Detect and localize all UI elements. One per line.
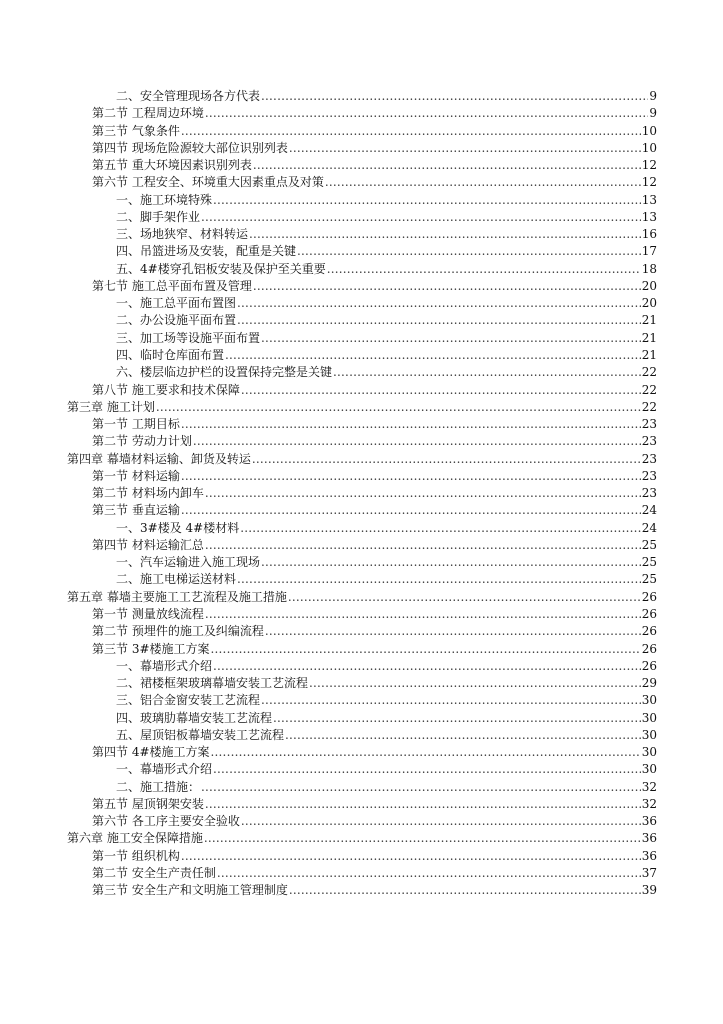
- toc-entry[interactable]: [0, 485, 723, 502]
- toc-entry[interactable]: [0, 88, 723, 105]
- toc-dot-leader: [181, 502, 641, 519]
- toc-dot-leader: [205, 606, 641, 623]
- toc-entry[interactable]: [0, 433, 723, 450]
- toc-entry-page-number: 32: [641, 779, 657, 794]
- toc-dot-leader: [333, 364, 641, 381]
- toc-entry-title: 第五节 屋顶钢架安装: [92, 796, 204, 811]
- toc-entry-title: 第二节 安全生产责任制: [92, 865, 216, 880]
- toc-entry-page-number: 20: [641, 278, 657, 293]
- toc-entry-page-number: 29: [641, 676, 657, 691]
- toc-entry-page-number: 39: [641, 883, 657, 898]
- toc-dot-leader: [181, 848, 641, 865]
- toc-dot-leader: [156, 399, 641, 416]
- toc-entry-title: 第三节 气象条件: [92, 123, 180, 138]
- toc-entry-title: 二、办公设施平面布置: [116, 313, 237, 328]
- toc-entry-page-number: 23: [641, 468, 657, 483]
- toc-dot-leader: [201, 209, 641, 226]
- toc-entry-page-number: 12: [641, 175, 657, 190]
- toc-entry-title: 三、铝合金窗安装工艺流程: [116, 693, 261, 708]
- toc-entry[interactable]: [0, 571, 723, 588]
- toc-entry[interactable]: [0, 192, 723, 209]
- toc-entry-title: 第三节 垂直运输: [92, 503, 180, 518]
- toc-entry[interactable]: [0, 606, 723, 623]
- toc-entry[interactable]: [0, 347, 723, 364]
- toc-entry-page-number: 17: [641, 244, 657, 259]
- toc-entry-page-number: 30: [641, 710, 657, 725]
- toc-entry-page-number: 23: [641, 417, 657, 432]
- toc-entry-title: 第四章 幕墙材料运输、卸货及转运: [67, 451, 251, 466]
- table-of-contents: [0, 88, 723, 899]
- toc-entry-title: 第二节 劳动力计划: [92, 434, 192, 449]
- toc-entry-title: 第一节 工期目标: [92, 417, 180, 432]
- toc-entry-page-number: 32: [641, 796, 657, 811]
- toc-dot-leader: [265, 623, 641, 640]
- toc-entry-page-number: 9: [649, 106, 657, 121]
- toc-entry-title: 第七节 施工总平面布置及管理: [92, 278, 252, 293]
- toc-entry-page-number: 26: [641, 641, 657, 656]
- toc-entry-title: 六、楼层临边护栏的设置保持完整是关键: [116, 365, 333, 380]
- toc-dot-leader: [237, 571, 641, 588]
- toc-dot-leader: [211, 641, 641, 658]
- toc-entry-title: 第二节 预埋件的施工及纠编流程: [92, 624, 264, 639]
- toc-entry-title: 一、幕墙形式介绍: [116, 762, 213, 777]
- toc-dot-leader: [181, 123, 641, 140]
- toc-dot-leader: [204, 830, 641, 847]
- toc-entry[interactable]: [0, 675, 723, 692]
- toc-dot-leader: [252, 451, 641, 468]
- toc-entry-page-number: 16: [641, 227, 657, 242]
- toc-dot-leader: [205, 537, 641, 554]
- toc-entry-page-number: 21: [641, 330, 657, 345]
- toc-dot-leader: [213, 192, 641, 209]
- toc-entry[interactable]: [0, 761, 723, 778]
- toc-entry[interactable]: [0, 520, 723, 537]
- toc-entry[interactable]: [0, 710, 723, 727]
- toc-entry-page-number: 21: [641, 347, 657, 362]
- toc-dot-leader: [241, 813, 641, 830]
- toc-entry[interactable]: [0, 261, 723, 278]
- toc-dot-leader: [205, 796, 641, 813]
- toc-entry-page-number: 36: [641, 831, 657, 846]
- toc-dot-leader: [205, 485, 641, 502]
- toc-entry-title: 第四节 现场危险源较大部位识别列表: [92, 140, 288, 155]
- toc-entry-page-number: 20: [641, 296, 657, 311]
- toc-entry[interactable]: [0, 468, 723, 485]
- toc-dot-leader: [211, 744, 641, 761]
- toc-entry-title: 四、临时仓库面布置: [116, 347, 225, 362]
- toc-entry-title: 四、吊篮进场及安装，配重是关键: [116, 244, 297, 259]
- toc-dot-leader: [253, 157, 641, 174]
- toc-entry-page-number: 36: [641, 848, 657, 863]
- toc-entry[interactable]: [0, 226, 723, 243]
- toc-entry[interactable]: [0, 364, 723, 381]
- toc-dot-leader: [285, 727, 641, 744]
- toc-entry[interactable]: [0, 174, 723, 191]
- toc-entry-page-number: 13: [641, 192, 657, 207]
- toc-entry[interactable]: [0, 813, 723, 830]
- toc-entry[interactable]: [0, 658, 723, 675]
- toc-entry-title: 第一节 测量放线流程: [92, 606, 204, 621]
- toc-entry-title: 第八节 施工要求和技术保障: [92, 382, 240, 397]
- toc-entry-page-number: 36: [641, 814, 657, 829]
- toc-entry-page-number: 21: [641, 313, 657, 328]
- toc-dot-leader: [261, 330, 641, 347]
- toc-entry-title: 第五章 幕墙主要施工工艺流程及施工措施: [67, 589, 287, 604]
- toc-entry-page-number: 25: [641, 572, 657, 587]
- toc-entry-page-number: 10: [641, 140, 657, 155]
- toc-entry-title: 五、4#楼穿孔铝板安装及保护至关重要: [116, 261, 326, 276]
- toc-dot-leader: [249, 226, 641, 243]
- toc-entry-title: 一、幕墙形式介绍: [116, 658, 213, 673]
- toc-entry-page-number: 26: [641, 589, 657, 604]
- toc-entry[interactable]: [0, 692, 723, 709]
- toc-dot-leader: [225, 347, 641, 364]
- toc-entry-title: 二、安全管理现场各方代表: [116, 89, 261, 103]
- toc-entry-page-number: 13: [641, 209, 657, 224]
- toc-entry-title: 第四节 材料运输汇总: [92, 537, 204, 552]
- toc-entry-page-number: 24: [641, 503, 657, 518]
- toc-entry-page-number: 24: [641, 520, 657, 535]
- toc-entry-title: 第六章 施工安全保障措施: [67, 831, 203, 846]
- toc-entry-title: 一、汽车运输进入施工现场: [116, 555, 261, 570]
- toc-entry-title: 第二节 工程周边环境: [92, 106, 204, 121]
- toc-entry[interactable]: [0, 382, 723, 399]
- toc-entry-title: 第六节 各工序主要安全验收: [92, 814, 240, 829]
- toc-entry[interactable]: [0, 882, 723, 899]
- toc-dot-leader: [217, 865, 641, 882]
- toc-entry-title: 第三章 施工计划: [67, 399, 155, 414]
- toc-dot-leader: [240, 520, 641, 537]
- toc-entry-page-number: 22: [641, 365, 657, 380]
- toc-dot-leader: [309, 675, 641, 692]
- toc-entry-page-number: 12: [641, 158, 657, 173]
- toc-entry[interactable]: [0, 105, 723, 122]
- toc-dot-leader: [193, 433, 641, 450]
- toc-dot-leader: [201, 779, 641, 796]
- toc-entry-page-number: 25: [641, 537, 657, 552]
- toc-entry-page-number: 30: [641, 745, 657, 760]
- toc-entry[interactable]: [0, 623, 723, 640]
- toc-entry[interactable]: [0, 796, 723, 813]
- toc-entry[interactable]: [0, 589, 723, 606]
- toc-entry[interactable]: [0, 502, 723, 519]
- toc-entry-title: 三、加工场等设施平面布置: [116, 330, 261, 345]
- toc-entry-title: 五、屋顶铝板幕墙安装工艺流程: [116, 727, 285, 742]
- toc-entry[interactable]: [0, 727, 723, 744]
- toc-dot-leader: [325, 174, 641, 191]
- toc-dot-leader: [253, 278, 641, 295]
- toc-entry-title: 第六节 工程安全、环境重大因素重点及对策: [92, 175, 324, 190]
- toc-entry-title: 三、场地狭窄、材料转运: [116, 227, 249, 242]
- toc-dot-leader: [273, 710, 641, 727]
- toc-entry-title: 二、施工电梯运送材料: [116, 572, 237, 587]
- toc-entry[interactable]: [0, 554, 723, 571]
- toc-entry-page-number: 18: [641, 261, 657, 276]
- toc-entry[interactable]: [0, 157, 723, 174]
- toc-entry-title: 第四节 4#楼施工方案: [92, 745, 210, 760]
- toc-dot-leader: [289, 882, 641, 899]
- toc-entry-title: 第三节 3#楼施工方案: [92, 641, 210, 656]
- toc-entry[interactable]: [0, 330, 723, 347]
- toc-entry-page-number: 23: [641, 451, 657, 466]
- toc-entry-title: 第五节 重大环境因素识别列表: [92, 158, 252, 173]
- toc-entry-title: 一、施工环境特殊: [116, 192, 213, 207]
- toc-dot-leader: [297, 243, 641, 260]
- toc-entry[interactable]: [0, 416, 723, 433]
- toc-dot-leader: [289, 140, 641, 157]
- toc-dot-leader: [213, 658, 641, 675]
- toc-entry-page-number: 10: [641, 123, 657, 138]
- toc-entry-page-number: 9: [649, 89, 657, 103]
- toc-entry-page-number: 30: [641, 693, 657, 708]
- toc-entry-page-number: 37: [641, 865, 657, 880]
- toc-entry-title: 第三节 安全生产和文明施工管理制度: [92, 883, 288, 898]
- toc-dot-leader: [261, 88, 648, 105]
- toc-entry-page-number: 30: [641, 762, 657, 777]
- toc-dot-leader: [261, 692, 641, 709]
- toc-entry-title: 二、裙楼框架玻璃幕墙安装工艺流程: [116, 676, 309, 691]
- toc-entry[interactable]: [0, 295, 723, 312]
- toc-dot-leader: [181, 468, 641, 485]
- toc-entry[interactable]: [0, 779, 723, 796]
- toc-dot-leader: [237, 295, 641, 312]
- toc-entry-page-number: 26: [641, 606, 657, 621]
- toc-entry-title: 第二节 材料场内卸车: [92, 486, 204, 501]
- toc-entry[interactable]: [0, 641, 723, 658]
- toc-entry-page-number: 26: [641, 658, 657, 673]
- toc-entry-title: 二、脚手架作业: [116, 209, 201, 224]
- toc-dot-leader: [213, 761, 641, 778]
- toc-entry[interactable]: [0, 278, 723, 295]
- toc-dot-leader: [205, 105, 649, 122]
- toc-dot-leader: [241, 382, 641, 399]
- toc-entry-page-number: 22: [641, 382, 657, 397]
- toc-dot-leader: [327, 261, 641, 278]
- toc-entry[interactable]: [0, 744, 723, 761]
- toc-entry[interactable]: [0, 830, 723, 847]
- toc-dot-leader: [181, 416, 641, 433]
- toc-entry-title: 四、玻璃肋幕墙安装工艺流程: [116, 710, 273, 725]
- toc-entry-page-number: 26: [641, 624, 657, 639]
- toc-entry-title: 二、施工措施：: [116, 779, 201, 794]
- toc-entry[interactable]: [0, 123, 723, 140]
- toc-entry-title: 第一节 材料运输: [92, 468, 180, 483]
- toc-entry-title: 第一节 组织机构: [92, 848, 180, 863]
- toc-entry-title: 一、施工总平面布置图: [116, 296, 237, 311]
- toc-entry-title: 一、3#楼及 4#楼材料: [116, 520, 240, 535]
- toc-entry-page-number: 22: [641, 399, 657, 414]
- toc-dot-leader: [288, 589, 641, 606]
- toc-entry[interactable]: [0, 243, 723, 260]
- toc-entry[interactable]: [0, 848, 723, 865]
- toc-dot-leader: [261, 554, 641, 571]
- toc-entry-page-number: 30: [641, 727, 657, 742]
- toc-entry[interactable]: [0, 312, 723, 329]
- toc-entry[interactable]: [0, 865, 723, 882]
- toc-entry-page-number: 23: [641, 486, 657, 501]
- toc-entry-page-number: 23: [641, 434, 657, 449]
- toc-dot-leader: [237, 312, 641, 329]
- toc-entry[interactable]: [0, 140, 723, 157]
- toc-entry[interactable]: [0, 451, 723, 468]
- toc-entry[interactable]: [0, 537, 723, 554]
- toc-entry-page-number: 25: [641, 555, 657, 570]
- toc-entry[interactable]: [0, 209, 723, 226]
- toc-entry[interactable]: [0, 399, 723, 416]
